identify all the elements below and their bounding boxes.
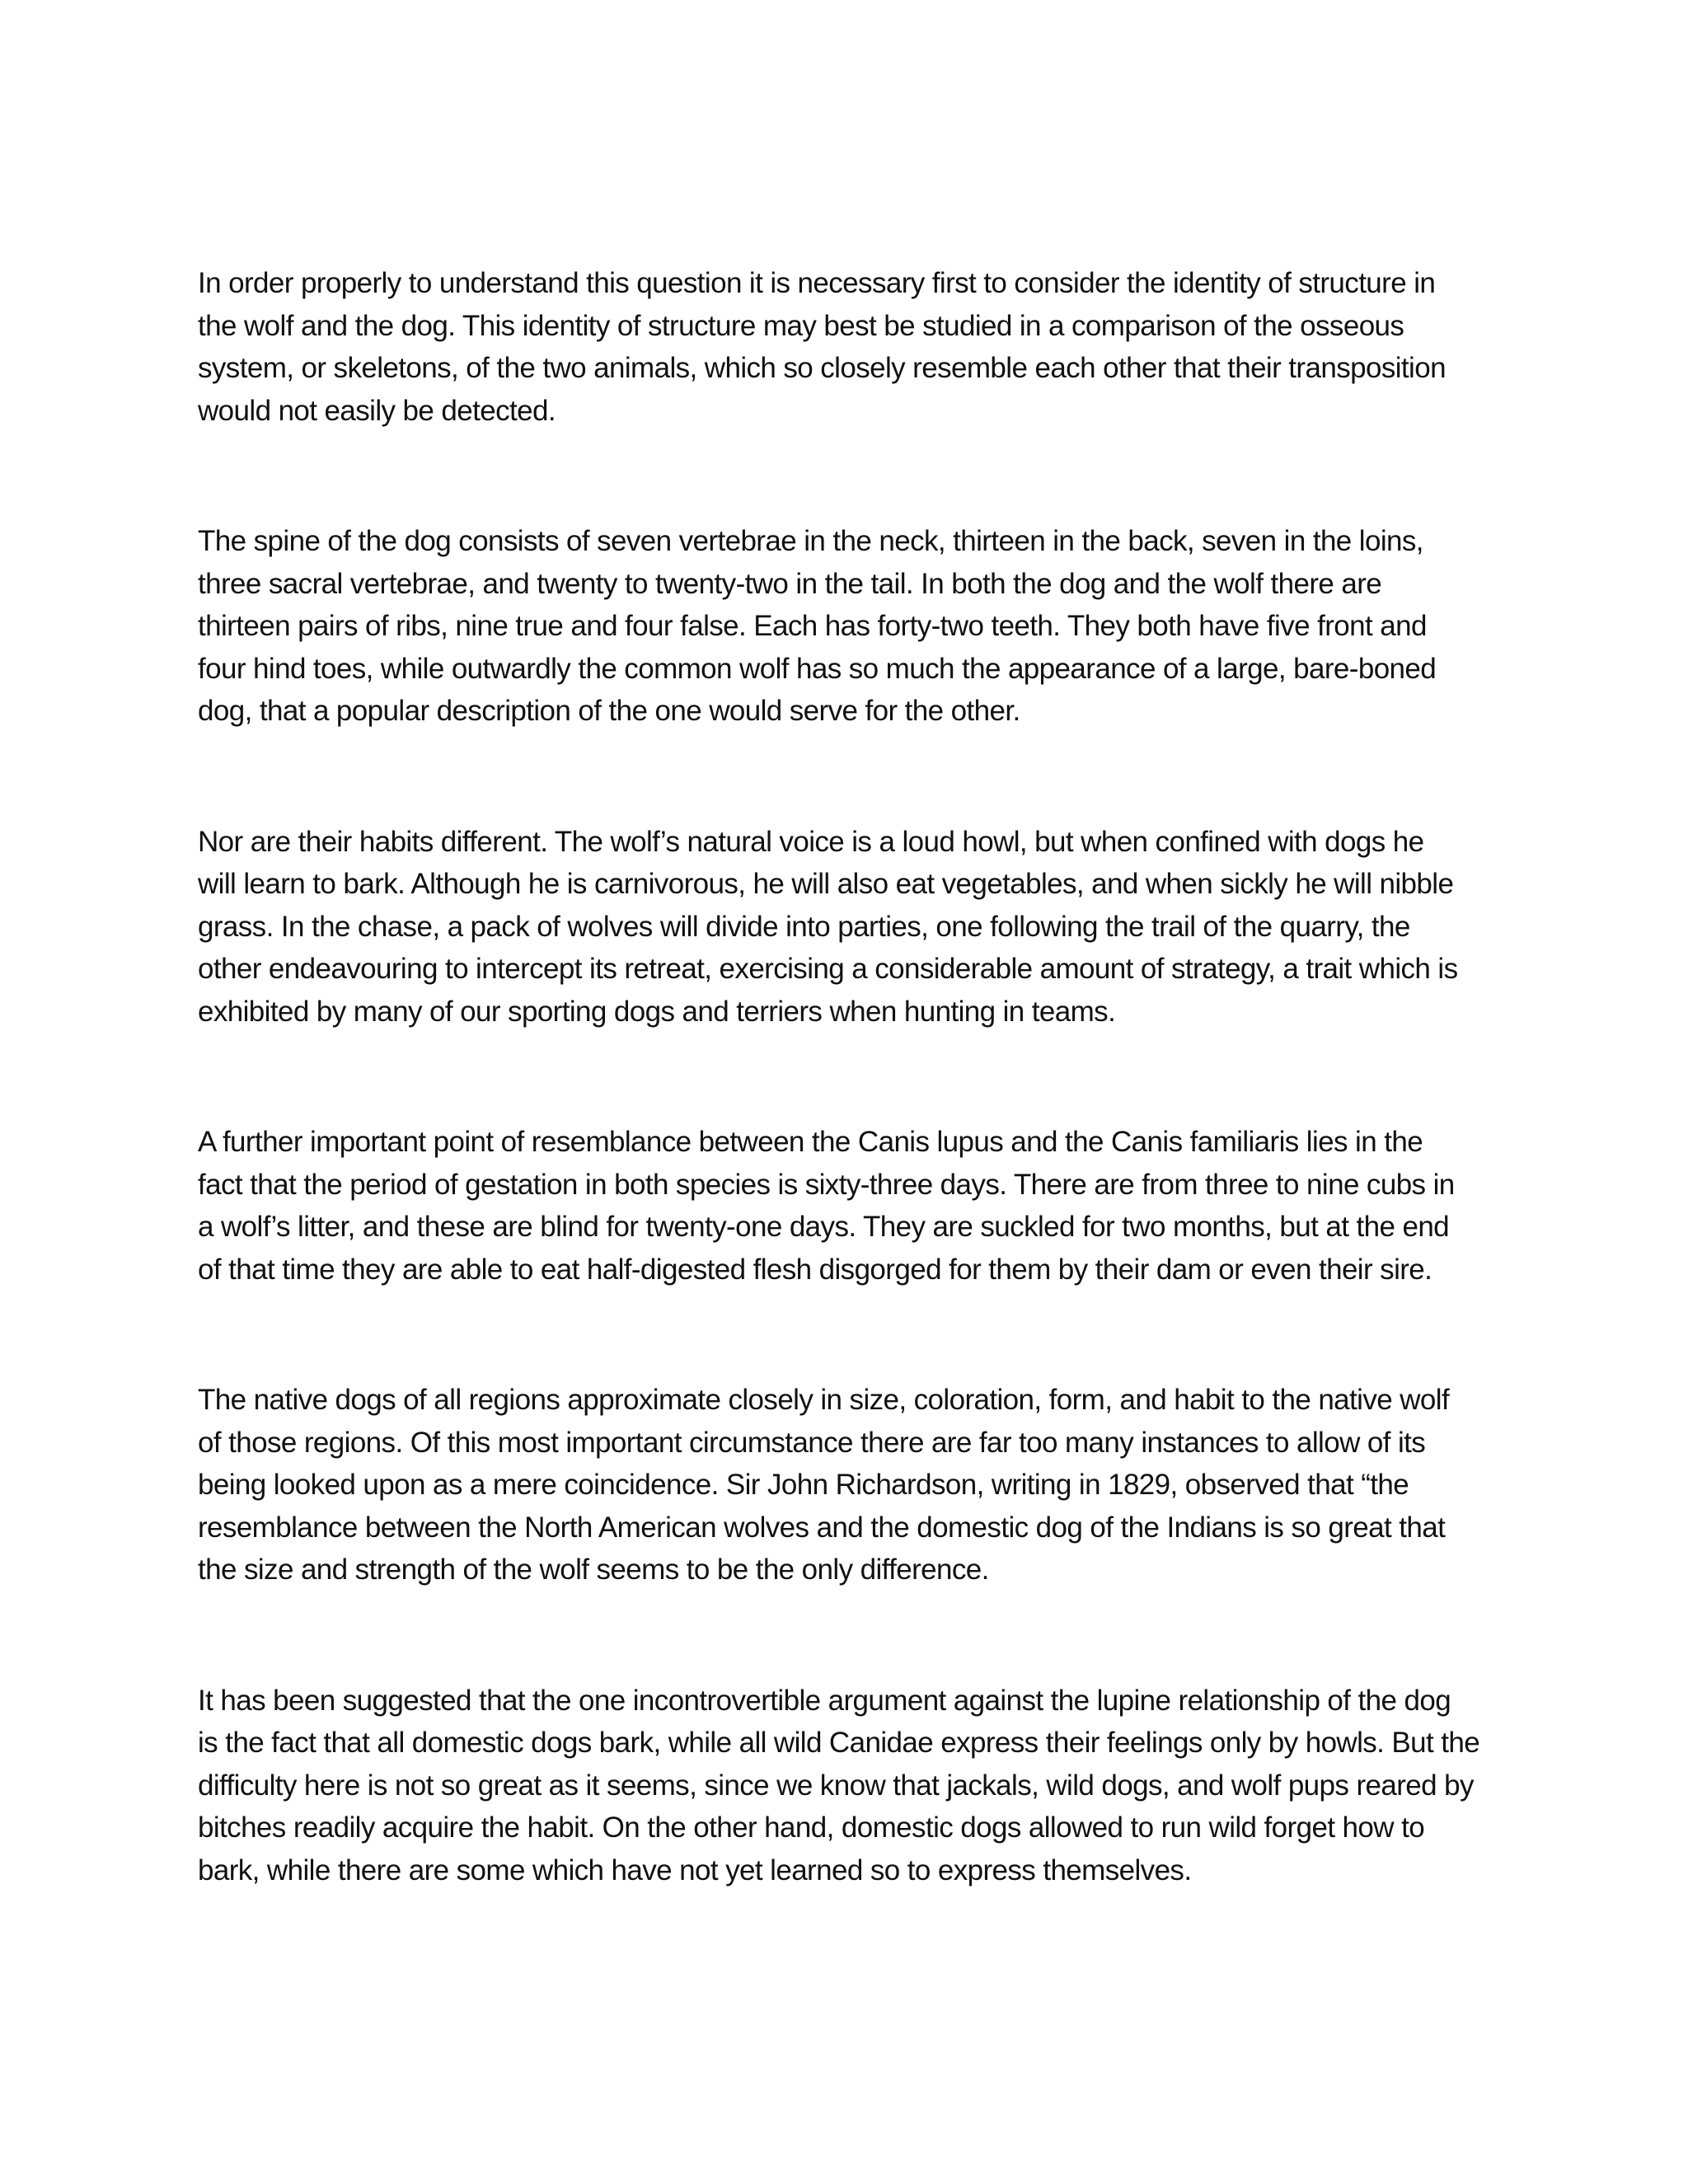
text-line: thirteen pairs of ribs, nine true and four false. Each has forty-two teeth. They both have five front and: [198, 610, 1427, 642]
text-line: being looked upon as a mere coincidence. Sir John Richardson, writing in 1829, observed that “the: [198, 1469, 1409, 1501]
text-line: will learn to bark. Although he is carnivorous, he will also eat vegetables, and when sickly he will nibble: [198, 868, 1454, 900]
text-line: A further important point of resemblance between the Canis lupus and the Canis familiaris lies in the: [198, 1126, 1423, 1158]
text-line: of that time they are able to eat half-digested flesh disgorged for them by their dam or even their sire.: [198, 1253, 1432, 1286]
paragraph-1: [198, 262, 1500, 432]
paragraph-4: [198, 1121, 1500, 1291]
text-line: exhibited by many of our sporting dogs and terriers when hunting in teams.: [198, 995, 1116, 1028]
paragraph-6: [198, 1680, 1500, 1892]
text-line: dog, that a popular description of the one would serve for the other.: [198, 695, 1020, 727]
text-line: fact that the period of gestation in both species is sixty-three days. There are from three to nine cubs in: [198, 1168, 1455, 1201]
text-line: four hind toes, while outwardly the common wolf has so much the appearance of a large, bare-boned: [198, 652, 1437, 685]
text-line: three sacral vertebrae, and twenty to twenty-two in the tail. In both the dog and the wolf there are: [198, 567, 1382, 600]
text-line: The native dogs of all regions approximate closely in size, coloration, form, and habit to the native wolf: [198, 1384, 1450, 1416]
text-line: The spine of the dog consists of seven vertebrae in the neck, thirteen in the back, seven in the loins,: [198, 525, 1423, 557]
document-body: [198, 262, 1500, 1891]
text-line: system, or skeletons, of the two animals, which so closely resemble each other that their transposition: [198, 352, 1446, 384]
text-line: is the fact that all domestic dogs bark, while all wild Canidae express their feelings only by howls. But the: [198, 1727, 1480, 1759]
text-line: the size and strength of the wolf seems to be the only difference.: [198, 1554, 989, 1586]
paragraph-5: [198, 1379, 1500, 1591]
text-line: resemblance between the North American wolves and the domestic dog of the Indians is so great that: [198, 1511, 1446, 1544]
text-line: would not easily be detected.: [198, 394, 556, 427]
paragraph-2: [198, 520, 1500, 733]
text-line: other endeavouring to intercept its retreat, exercising a considerable amount of strategy, a trait which is: [198, 953, 1458, 985]
text-line: difficulty here is not so great as it seems, since we know that jackals, wild dogs, and wolf pups reared by: [198, 1769, 1474, 1802]
paragraph-3: [198, 821, 1500, 1033]
text-line: a wolf’s litter, and these are blind for twenty-one days. They are suckled for two months, but at the end: [198, 1211, 1450, 1243]
text-line: Nor are their habits different. The wolf’s natural voice is a loud howl, but when confined with dogs he: [198, 825, 1424, 858]
text-line: of those regions. Of this most important circumstance there are far too many instances to allow of its: [198, 1426, 1426, 1459]
text-line: grass. In the chase, a pack of wolves will divide into parties, one following the trail of the quarry, the: [198, 910, 1410, 943]
text-line: bark, while there are some which have not yet learned so to express themselves.: [198, 1854, 1192, 1886]
text-line: In order properly to understand this question it is necessary first to consider the identity of structure in: [198, 267, 1436, 299]
text-line: bitches readily acquire the habit. On the other hand, domestic dogs allowed to run wild forget how to: [198, 1811, 1425, 1844]
text-line: It has been suggested that the one incontrovertible argument against the lupine relationship of the dog: [198, 1684, 1451, 1717]
text-line: the wolf and the dog. This identity of structure may best be studied in a comparison of the osseous: [198, 309, 1404, 342]
